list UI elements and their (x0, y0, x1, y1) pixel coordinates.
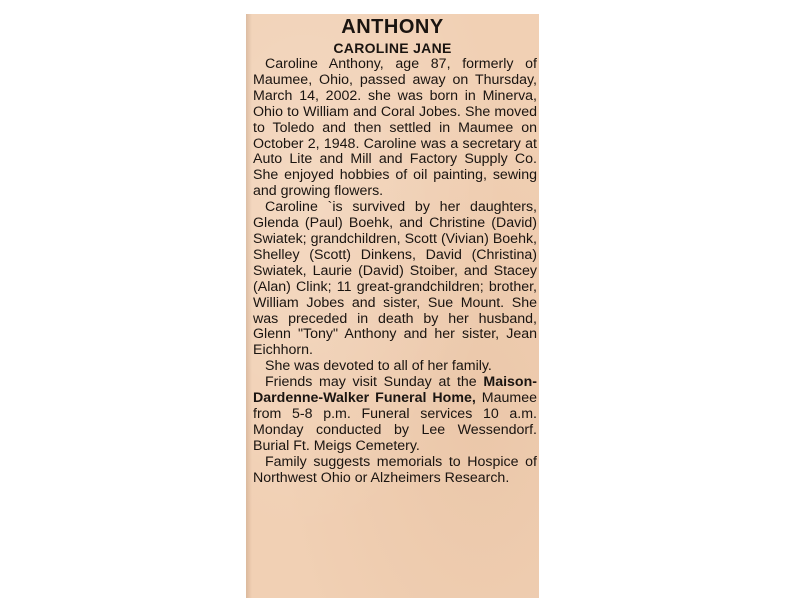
obituary-surname-headline: ANTHONY (341, 16, 444, 38)
funeral-home-name: Maison-Dardenne-Walker Funeral Home, (253, 374, 537, 407)
obituary-paragraph-memorials: Family suggests memorials to Hospice of Northwest Ohio or Alzheimers Research. (253, 453, 537, 486)
paper-edge-shadow (246, 14, 252, 598)
obituary-full-name: CAROLINE JANE (333, 40, 452, 56)
obituary-paragraph-devotion: She was devoted to all of her family. (265, 358, 492, 375)
services-text-after: Maumee from 5-8 p.m. Funeral services 10 a.m. Monday conducted by Lee Wessendorf. Burial Ft. Meigs Cemetery. (253, 390, 537, 454)
services-text-before: Friends may visit Sunday at the (265, 374, 484, 391)
obituary-clipping (246, 14, 539, 598)
obituary-paragraph-biography: Caroline Anthony, age 87, formerly of Maumee, Ohio, passed away on Thursday, March 14, 2002. she was born in Minerva, Ohio to William and Coral Jobes. She moved to Toledo and then settled in Maumee on October 2, 1948. Caroline was a secretary at Auto Lite and Mill and Factory Supply Co. She enjoyed hobbies of oil painting, sewing and growing flowers. (253, 56, 537, 200)
obituary-paragraph-services (253, 375, 537, 455)
obituary-paragraph-survivors: Caroline `is survived by her daughters, Glenda (Paul) Boehk, and Christine (David) Swiatek; grandchildren, Scott (Vivian) Boehk, Shelley (Scott) Dinkens, David (Christina) Swiatek, Laurie (David) Stoiber, and Stacey (Alan) Clink; 11 great-grandchildren; brother, William Jobes and sister, Sue Mount. She was preceded in death by her husband, Glenn "Tony" Anthony and her sister, Jean Eichhorn. (253, 199, 537, 359)
obituary-body (253, 57, 537, 486)
